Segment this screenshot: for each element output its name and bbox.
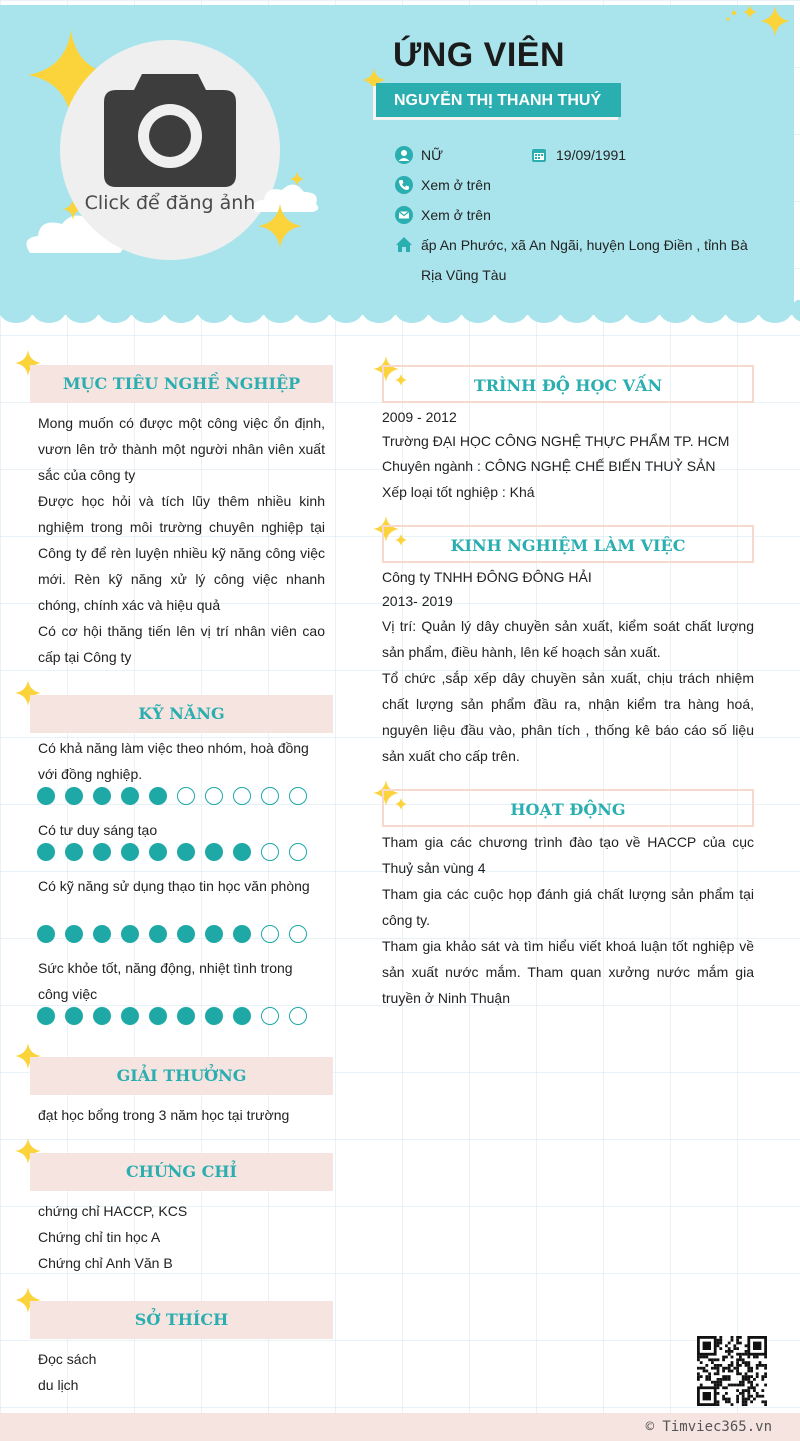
section-title-objective: MỤC TIÊU NGHỀ NGHIỆP bbox=[30, 365, 333, 403]
education-line: 2009 - 2012 bbox=[382, 409, 457, 425]
star-icon bbox=[724, 5, 764, 27]
rating-dot-filled bbox=[233, 1007, 251, 1025]
calendar-icon bbox=[530, 146, 548, 164]
rating-dot-filled bbox=[65, 925, 83, 943]
rating-dot-filled bbox=[149, 843, 167, 861]
award-item: đạt học bổng trong 3 năm học tại trường bbox=[38, 1107, 290, 1123]
rating-dot-filled bbox=[149, 925, 167, 943]
email-value: Xem ở trên bbox=[421, 207, 491, 223]
phone-value: Xem ở trên bbox=[421, 177, 491, 193]
rating-dot-empty bbox=[289, 1007, 307, 1025]
rating-dot-empty bbox=[177, 787, 195, 805]
rating-dot-filled bbox=[233, 925, 251, 943]
rating-dot-filled bbox=[177, 1007, 195, 1025]
rating-dot-empty bbox=[261, 925, 279, 943]
user-icon bbox=[395, 146, 413, 164]
rating-dot-filled bbox=[149, 1007, 167, 1025]
hobby-item: du lịch bbox=[38, 1377, 79, 1393]
phone-icon bbox=[395, 176, 413, 194]
activity-paragraph: Tham gia các cuộc họp đánh giá chất lượng sản phẩm tại công ty. bbox=[382, 886, 754, 928]
avatar-upload[interactable] bbox=[60, 40, 280, 260]
rating-dot-filled bbox=[93, 925, 111, 943]
rating-dot-filled bbox=[177, 843, 195, 861]
rating-dot-filled bbox=[65, 843, 83, 861]
star-icon bbox=[258, 204, 302, 248]
skill-label: Sức khỏe tốt, năng động, nhiệt tình trong công việc bbox=[38, 960, 293, 1002]
rating-dot-filled bbox=[121, 1007, 139, 1025]
candidate-name-bar bbox=[376, 83, 621, 117]
address-value: ấp An Phước, xã An Ngãi, huyện Long Điền , tỉnh Bà Rịa Vũng Tàu bbox=[421, 237, 748, 283]
rating-dot-empty bbox=[233, 787, 251, 805]
rating-dot-filled bbox=[121, 787, 139, 805]
rating-dot-empty bbox=[261, 1007, 279, 1025]
star-icon bbox=[760, 6, 790, 36]
experience-period: 2013- 2019 bbox=[382, 593, 453, 609]
copyright-text: © Timviec365.vn bbox=[645, 1419, 772, 1435]
rating-dot-empty bbox=[289, 925, 307, 943]
rating-dot-filled bbox=[37, 1007, 55, 1025]
rating-dot-filled bbox=[37, 787, 55, 805]
education-line: Trường ĐẠI HỌC CÔNG NGHỆ THỰC PHẨM TP. HCM bbox=[382, 433, 730, 449]
section-title-skills: KỸ NĂNG bbox=[30, 695, 333, 733]
objective-paragraph: Được học hỏi và tích lũy thêm nhiều kinh nghiệm trong môi trường chuyên nghiệp tại Công ty để rèn luyện nhiều kỹ năng công việc mới. Rèn kỹ năng xử lý công việc nhanh chóng, chính xác và hiệu quả bbox=[38, 493, 325, 613]
rating-dot-filled bbox=[177, 925, 195, 943]
rating-dot-empty bbox=[205, 787, 223, 805]
certificate-item: Chứng chỉ tin học A bbox=[38, 1229, 161, 1245]
rating-dot-filled bbox=[93, 1007, 111, 1025]
rating-dot-filled bbox=[93, 843, 111, 861]
rating-dot-empty bbox=[289, 843, 307, 861]
rating-dot-empty bbox=[261, 843, 279, 861]
camera-icon bbox=[104, 72, 236, 187]
rating-dot-empty bbox=[289, 787, 307, 805]
rating-dot-filled bbox=[65, 787, 83, 805]
activity-paragraph: Tham gia khảo sát và tìm hiểu viết khoá luận tốt nghiệp về sản xuất nước mắm. Tham quan xưởng nước mắm gia truyền ở Ninh Thuận bbox=[382, 938, 754, 1006]
rating-dot-filled bbox=[121, 925, 139, 943]
star-icon bbox=[290, 172, 304, 186]
rating-dot-filled bbox=[93, 787, 111, 805]
rating-dot-filled bbox=[37, 843, 55, 861]
experience-paragraph: Vị trí: Quản lý dây chuyền sản xuất, kiểm soát chất lượng sản phẩm, điều hành, lên kế hoạch sản xuất. bbox=[382, 618, 754, 660]
activity-paragraph: Tham gia các chương trình đào tạo về HACCP của cục Thuỷ sản vùng 4 bbox=[382, 834, 754, 876]
certificate-item: Chứng chỉ Anh Văn B bbox=[38, 1255, 173, 1271]
section-title-certificates: CHỨNG CHỈ bbox=[30, 1153, 333, 1191]
experience-paragraph: Tổ chức ,sắp xếp dây chuyền sản xuất, chịu trách nhiệm chất lượng sản phẩm đầu ra, nhận kiểm tra hàng hoá, nguyên liệu đầu vào, phân tích , thống kê báo cáo số liệu sản xuất cho cấp trên. bbox=[382, 670, 754, 764]
birthday-value: 19/09/1991 bbox=[556, 147, 627, 163]
rating-dot-filled bbox=[205, 1007, 223, 1025]
skill-label: Có tư duy sáng tạo bbox=[38, 822, 158, 838]
education-line: Chuyên ngành : CÔNG NGHỆ CHẾ BIẾN THUỶ SẢN bbox=[382, 458, 716, 474]
objective-paragraph: Có cơ hội thăng tiến lên vị trí nhân viên cao cấp tại Công ty bbox=[38, 623, 325, 665]
rating-dot-filled bbox=[205, 925, 223, 943]
certificate-item: chứng chỉ HACCP, KCS bbox=[38, 1203, 188, 1219]
page-title: ỨNG VIÊN bbox=[393, 36, 566, 74]
section-title-activities: HOẠT ĐỘNG bbox=[382, 789, 754, 827]
rating-dot-filled bbox=[233, 843, 251, 861]
education-line: Xếp loại tốt nghiệp : Khá bbox=[382, 484, 535, 500]
footer-bar bbox=[0, 1413, 800, 1441]
section-title-hobbies: SỞ THÍCH bbox=[30, 1301, 333, 1339]
experience-company: Công ty TNHH ĐÔNG ĐÔNG HẢI bbox=[382, 569, 592, 585]
cloud-border bbox=[0, 300, 800, 330]
rating-dot-filled bbox=[121, 843, 139, 861]
gender-value: NỮ bbox=[421, 147, 444, 163]
candidate-name: NGUYỄN THỊ THANH THUÝ bbox=[394, 92, 602, 109]
rating-dot-filled bbox=[205, 843, 223, 861]
email-icon bbox=[395, 206, 413, 224]
rating-dot-filled bbox=[37, 925, 55, 943]
section-title-education: TRÌNH ĐỘ HỌC VẤN bbox=[382, 365, 754, 403]
hobby-item: Đọc sách bbox=[38, 1351, 97, 1367]
section-title-awards: GIẢI THƯỞNG bbox=[30, 1057, 333, 1095]
objective-paragraph: Mong muốn có được một công việc ổn định, vươn lên trở thành một người nhân viên xuất sắc của công ty bbox=[38, 415, 325, 483]
avatar-upload-label: Click để đăng ảnh bbox=[84, 192, 256, 214]
skill-label: Có kỹ năng sử dụng thạo tin học văn phòng bbox=[38, 878, 310, 894]
qr-code bbox=[697, 1336, 767, 1406]
rating-dot-filled bbox=[65, 1007, 83, 1025]
home-icon bbox=[395, 236, 413, 254]
rating-dot-empty bbox=[261, 787, 279, 805]
skill-label: Có khả năng làm việc theo nhóm, hoà đồng với đồng nghiệp. bbox=[38, 740, 309, 782]
section-title-experience: KINH NGHIỆM LÀM VIỆC bbox=[382, 525, 754, 563]
rating-dot-filled bbox=[149, 787, 167, 805]
